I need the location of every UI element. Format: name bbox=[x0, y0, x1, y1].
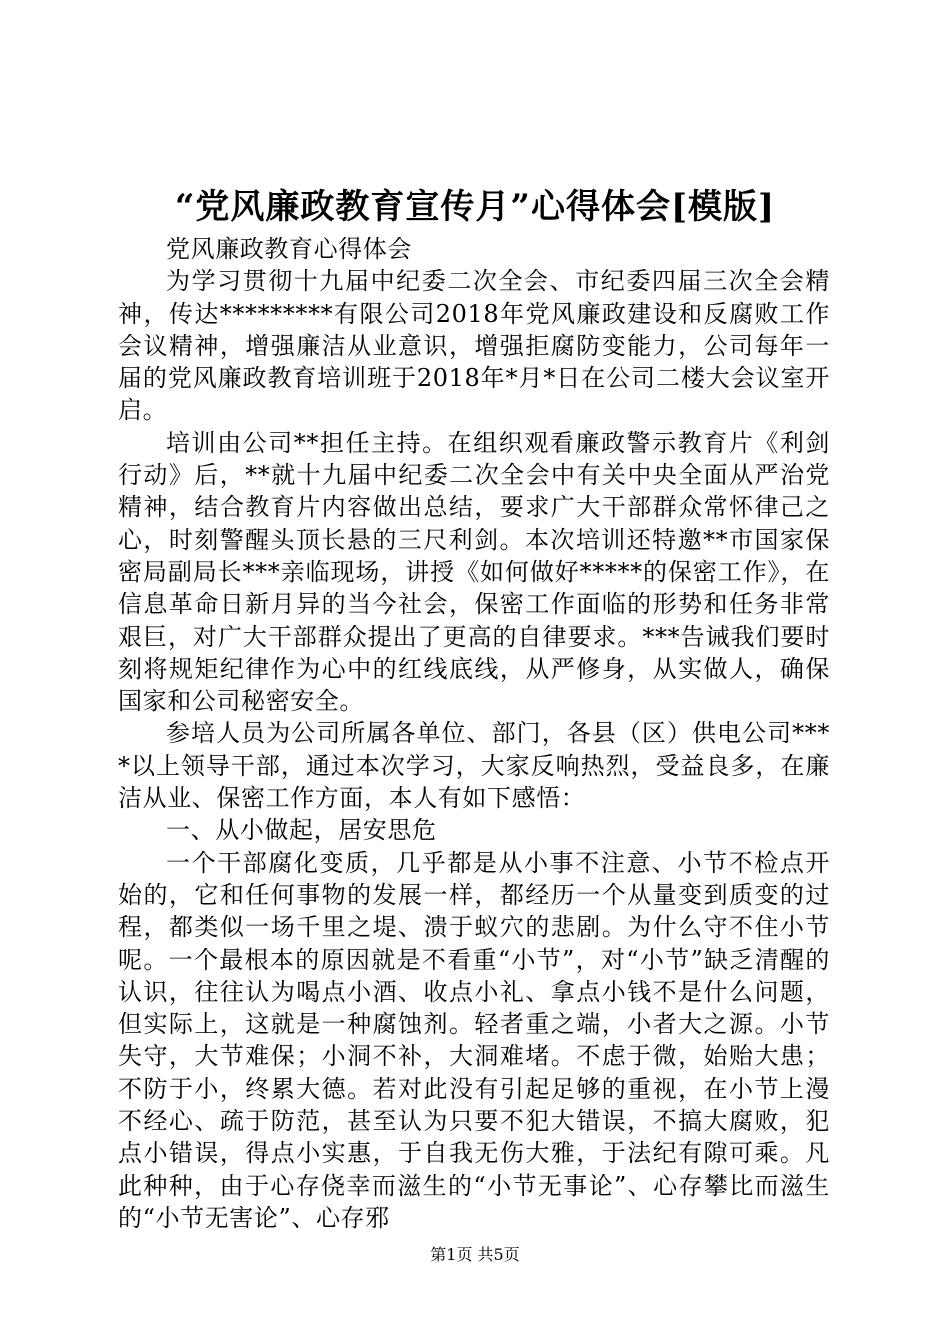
paragraph: 参培人员为公司所属各单位、部门，各县（区）供电公司****以上领导干部，通过本次学习，大家反响热烈，受益良多，在廉洁从业、保密工作方面，本人有如下感悟： bbox=[118, 719, 830, 813]
document-title: “党风廉政教育宣传月”心得体会[模版] bbox=[174, 187, 776, 227]
paragraph: 为学习贯彻十九届中纪委二次全会、市纪委四届三次全会精神，传达*********有限公司2018年党风廉政建设和反腐败工作会议精神，增强廉洁从业意识，增强拒腐防变能力，公司每年一届的党风廉政教育培训班于2018年*月*日在公司二楼大会议室开启。 bbox=[118, 267, 830, 425]
paragraph-subtitle: 党风廉政教育心得体会 bbox=[166, 235, 412, 263]
section-heading: 一、从小做起，居安思危 bbox=[166, 816, 437, 845]
page-footer: 第1页 共5页 bbox=[430, 1245, 520, 1264]
paragraph: 培训由公司**担任主持。在组织观看廉政警示教育片《利剑行动》后，**就十九届中纪委二次全会中有关中央全面从严治党精神，结合教育片内容做出总结，要求广大干部群众常怀律己之心，时刻警醒头顶长悬的三尺利剑。本次培训还特邀**市国家保密局副局长***亲临现场，讲授《如何做好*****的保密工作》，在信息革命日新月异的当今社会，保密工作面临的形势和任务非常艰巨，对广大干部群众提出了更高的自律要求。***告诫我们要时刻将规矩纪律作为心中的红线底线，从严修身，从实做人，确保国家和公司秘密安全。 bbox=[118, 428, 830, 716]
document-body bbox=[118, 233, 830, 1234]
paragraph: 一个干部腐化变质，几乎都是从小事不注意、小节不检点开始的，它和任何事物的发展一样，都经历一个从量变到质变的过程，都类似一场千里之堤、溃于蚁穴的悲剧。为什么守不住小节呢。一个最根本的原因就是不看重“小节”，对“小节”缺乏清醒的认识，往往认为喝点小酒、收点小礼、拿点小钱不是什么问题，但实际上，这就是一种腐蚀剂。轻者重之端，小者大之源。小节失守，大节难保；小洞不补，大洞难堵。不虑于微，始贻大患；不防于小，终累大德。若对此没有引起足够的重视，在小节上漫不经心、疏于防范，甚至认为只要不犯大错误，不搞大腐败，犯点小错误，得点小实惠，于自我无伤大雅，于法纪有隙可乘。凡此种种，由于心存侥幸而滋生的“小节无事论”、心存攀比而滋生的“小节无害论”、心存邪 bbox=[118, 848, 830, 1232]
